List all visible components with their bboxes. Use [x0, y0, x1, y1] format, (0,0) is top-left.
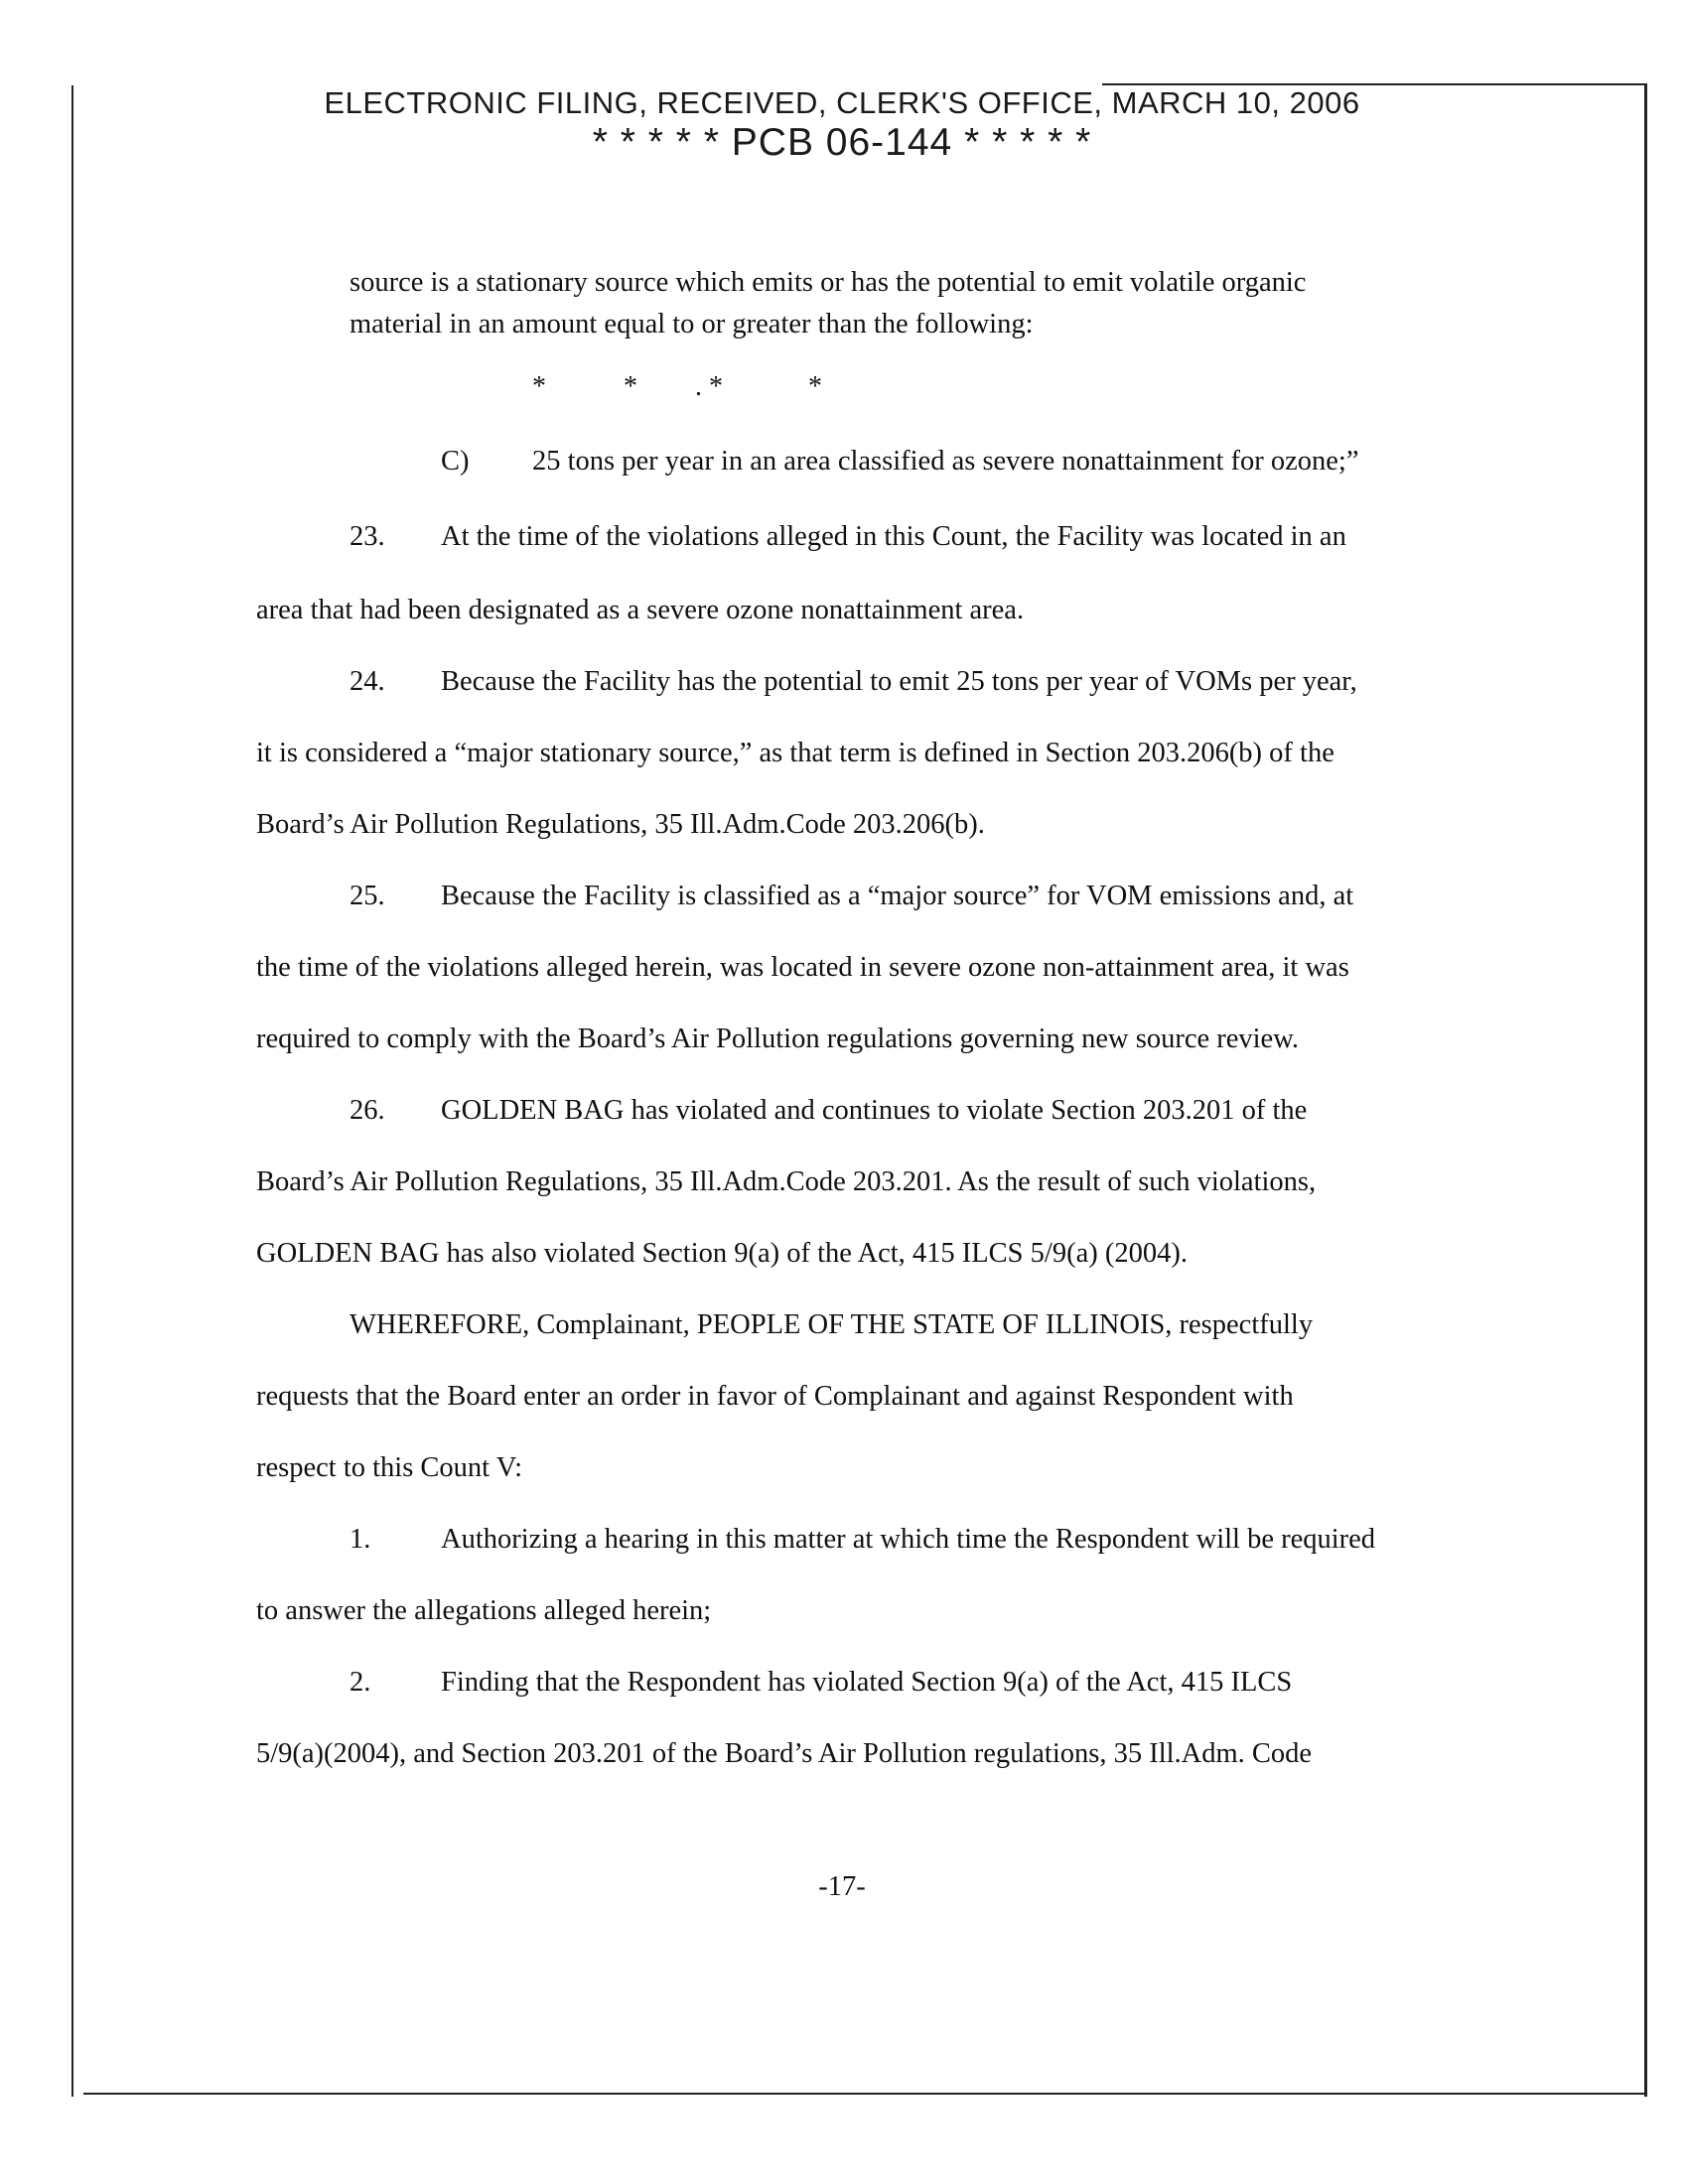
page-border-left [71, 85, 73, 2097]
ellipsis-star: * [808, 371, 822, 402]
paragraph-number: 24. [350, 666, 385, 697]
paragraph-line: Board’s Air Pollution Regulations, 35 Ill.Adm.Code 203.201. As the result of such violations, [256, 1166, 1317, 1197]
ellipsis-star: * [532, 371, 546, 402]
filing-stamp-header: ELECTRONIC FILING, RECEIVED, CLERK'S OFFICE, MARCH 10, 2006 [324, 85, 1360, 120]
case-number-header: * * * * * PCB 06-144 * * * * * [592, 121, 1092, 164]
paragraph-line: respect to this Count V: [256, 1452, 523, 1483]
relief-first-line: Authorizing a hearing in this matter at which time the Respondent will be required [441, 1524, 1376, 1555]
relief-first-line: Finding that the Respondent has violated Section 9(a) of the Act, 415 ILCS [441, 1667, 1293, 1698]
paragraph-line: the time of the violations alleged herein, was located in severe ozone non-attainment area, it was [256, 952, 1349, 983]
quote-item-label: C) [441, 446, 470, 477]
page-border-bottom [83, 2093, 1647, 2095]
paragraph-line: to answer the allegations alleged herein; [256, 1595, 712, 1626]
page-border-right [1644, 83, 1647, 2097]
paragraph-line: it is considered a “major stationary source,” as that term is defined in Section 203.206(b) of the [256, 738, 1334, 768]
paragraph-line: Board’s Air Pollution Regulations, 35 Ill.Adm.Code 203.206(b). [256, 809, 985, 840]
paragraph-line: requests that the Board enter an order in favor of Complainant and against Respondent with [256, 1381, 1294, 1412]
ellipsis-star: * [624, 371, 637, 402]
paragraph-number: 26. [350, 1095, 385, 1126]
paragraph-line: GOLDEN BAG has also violated Section 9(a) of the Act, 415 ILCS 5/9(a) (2004). [256, 1238, 1188, 1269]
paragraph-number: 23. [350, 521, 385, 552]
paragraph-line: required to comply with the Board’s Air Pollution regulations governing new source review. [256, 1024, 1300, 1054]
paragraph-number: 25. [350, 881, 385, 911]
paragraph-line: area that had been designated as a severe ozone nonattainment area. [256, 595, 1025, 625]
paragraph-first-line: GOLDEN BAG has violated and continues to violate Section 203.201 of the [441, 1095, 1308, 1126]
paragraph-first-line: Because the Facility is classified as a “major source” for VOM emissions and, at [441, 881, 1354, 911]
quote-line: source is a stationary source which emits or has the potential to emit volatile organic [350, 267, 1307, 298]
quote-line: material in an amount equal to or greater than the following: [350, 309, 1034, 340]
relief-number: 2. [350, 1667, 371, 1698]
paragraph-line: 5/9(a)(2004), and Section 203.201 of the Board’s Air Pollution regulations, 35 Ill.Adm. Code [256, 1738, 1313, 1769]
relief-number: 1. [350, 1524, 371, 1555]
page-number: -17- [818, 1871, 866, 1902]
paragraph-first-line: At the time of the violations alleged in this Count, the Facility was located in an [441, 521, 1346, 552]
wherefore-first-line: WHEREFORE, Complainant, PEOPLE OF THE STATE OF ILLINOIS, respectfully [350, 1309, 1314, 1340]
quote-item-text: 25 tons per year in an area classified as severe nonattainment for ozone;” [532, 446, 1359, 477]
ellipsis-star: . * [695, 371, 723, 402]
paragraph-first-line: Because the Facility has the potential to emit 25 tons per year of VOMs per year, [441, 666, 1357, 697]
